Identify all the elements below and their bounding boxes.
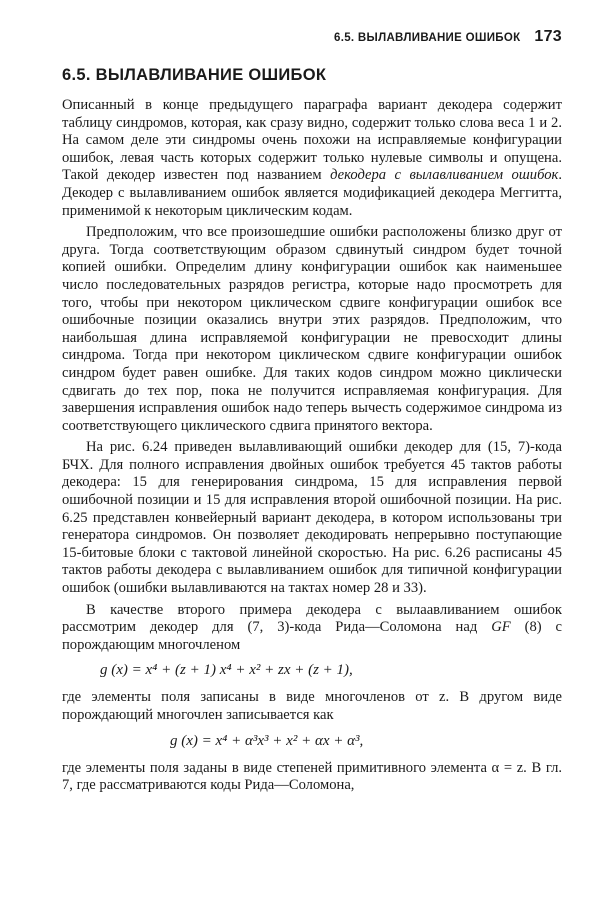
paragraph-4 <box>62 602 562 655</box>
running-head <box>62 28 562 50</box>
term-error-trapping-decoder: декодера с вылавливанием ошибок <box>330 167 559 184</box>
page-number: 173 <box>534 28 562 45</box>
paragraph-4-text-a: В качестве второго примера декодера с вылаавливанием ошибок рассмотрим декодер для (7, 3)-кода Рида—Соломона над <box>62 601 562 636</box>
paragraph-6: где элементы поля заданы в виде степеней примитивного элемента α = z. В гл. 7, где рассматриваются коды Рида—Соломона, <box>62 759 562 794</box>
paragraph-2: Предположим, что все произошедшие ошибки расположены близко друг от друга. Тогда соответствующим образом сдвинутый синдром будет точной копией ошибки. Определим длину конфигурации ошибок как наименьшее число последовательных разрядов регистра, которые надо просмотреть для того, чтобы при некотором циклическом сдвиге конфигурации ошибок все ошибочные позиции оказались внутри этих разрядов. Предположим, что наибольшая длина исправляемой конфигурации не превосходит длины синдрома. Тогда при некотором циклическом сдвиге конфигурации ошибок синдром будет равен ошибке. Для таких кодов синдром можно циклически сдвигать до тех пор, пока не получится исправляемая конфигурация. Для завершения исправления ошибок надо теперь вычесть содержимое синдрома из соответствующего циклического сдвига принятого вектора. <box>62 224 562 434</box>
formula-generator-polynomial-z: g (x) = x⁴ + (z + 1) x⁴ + x² + zx + (z + 1), <box>100 662 353 679</box>
paragraph-1-text-a: Описанный в конце предыдущего параграфа вариант декодера содержит таблицу синдромов, которая, как сразу видно, содержит только слова веса 1 и 2. На самом деле эти синдромы очень похожи на исправляемые конфигурации ошибок, левая часть которых содержит только нулевые символы и опущена. Такой декодер известен под названием <box>62 97 562 184</box>
paragraph-5: где элементы поля записаны в виде многочленов от z. В другом виде порождающий многочлен записывается как <box>62 689 562 723</box>
paragraph-1-text-b: . Декодер с вылавливанием ошибок является модификацией декодера Меггитта, применимой к некоторым циклическим кодам. <box>62 167 562 219</box>
paragraph-1 <box>62 97 562 220</box>
section-title: 6.5. ВЫЛАВЛИВАНИЕ ОШИБОК <box>62 66 327 84</box>
paragraph-3: На рис. 6.24 приведен вылавливающий ошибки декодер для (15, 7)-кода БЧХ. Для полного исправления двойных ошибок требуется 45 тактов работы декодера: 15 для генерирования синдрома, 15 для исправления первой ошибочной позиции и 15 для исправления второй ошибочной позиции. На рис. 6.25 представлен конвейерный вариант декодера, в котором использованы три генератора синдромов. Он позволяет декодировать непрерывно поступающие 15-битовые блоки с тактовой линейной скоростью. На рис. 6.26 расписаны 45 тактов работы декодера с вылавливанием ошибок для типичной конфигурации ошибок (ошибки вылавливаются на тактах номер 28 и 33). <box>62 439 562 597</box>
book-page <box>62 28 562 795</box>
formula-generator-polynomial-alpha: g (x) = x⁴ + α³x³ + x² + αx + α³, <box>170 732 364 749</box>
paragraph-4-text-b: (8) с порождающим многочленом <box>62 619 563 653</box>
running-head-section: 6.5. ВЫЛАВЛИВАНИЕ ОШИБОК <box>334 32 521 44</box>
field-symbol: GF <box>491 619 511 636</box>
